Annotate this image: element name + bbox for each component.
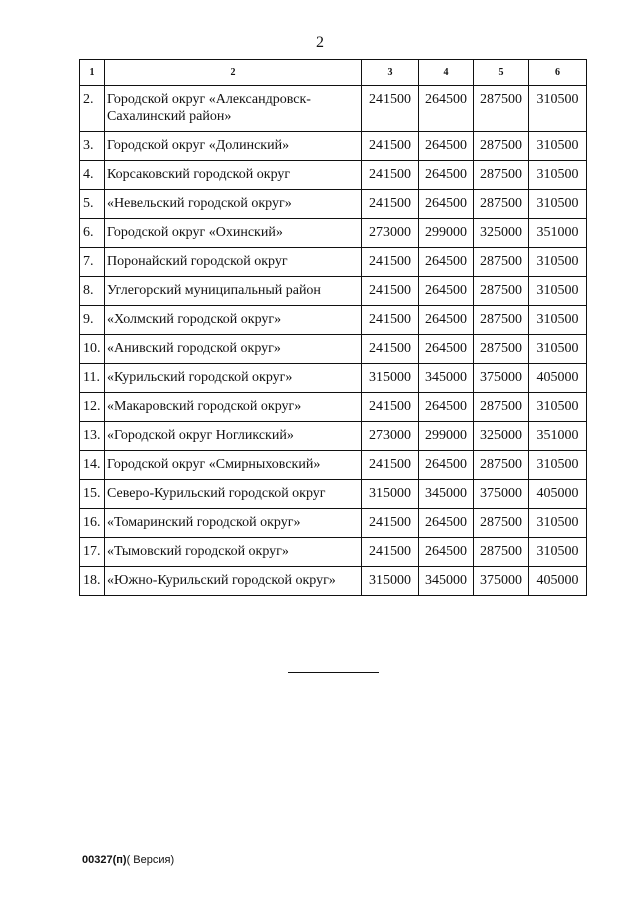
value-col-6: 310500 (529, 277, 587, 306)
value-col-3: 241500 (362, 451, 419, 480)
value-col-6: 310500 (529, 132, 587, 161)
value-col-5: 325000 (474, 219, 529, 248)
header-col-1: 1 (80, 60, 105, 86)
value-col-6: 310500 (529, 509, 587, 538)
district-name: «Курильский городской округ» (105, 364, 362, 393)
row-number: 7. (80, 248, 105, 277)
value-col-4: 345000 (419, 364, 474, 393)
value-col-4: 264500 (419, 393, 474, 422)
row-number: 9. (80, 306, 105, 335)
district-name: Поронайский городской округ (105, 248, 362, 277)
value-col-6: 351000 (529, 219, 587, 248)
value-col-5: 287500 (474, 86, 529, 132)
value-col-6: 310500 (529, 86, 587, 132)
value-col-4: 264500 (419, 306, 474, 335)
value-col-4: 264500 (419, 509, 474, 538)
table-row (80, 538, 587, 567)
district-name: «Анивский городской округ» (105, 335, 362, 364)
value-col-6: 310500 (529, 335, 587, 364)
district-name: Городской округ «Долинский» (105, 132, 362, 161)
value-col-4: 299000 (419, 219, 474, 248)
value-col-3: 241500 (362, 393, 419, 422)
value-col-3: 241500 (362, 132, 419, 161)
table-row (80, 335, 587, 364)
value-col-4: 264500 (419, 161, 474, 190)
district-name: Городской округ «Охинский» (105, 219, 362, 248)
table-row (80, 219, 587, 248)
value-col-5: 287500 (474, 538, 529, 567)
value-col-6: 310500 (529, 451, 587, 480)
header-col-2: 2 (105, 60, 362, 86)
table-row (80, 161, 587, 190)
table-row (80, 190, 587, 219)
table-row (80, 422, 587, 451)
table-row (80, 248, 587, 277)
value-col-4: 264500 (419, 248, 474, 277)
value-col-5: 287500 (474, 451, 529, 480)
row-number: 11. (80, 364, 105, 393)
row-number: 8. (80, 277, 105, 306)
value-col-4: 264500 (419, 190, 474, 219)
district-name: «Томаринский городской округ» (105, 509, 362, 538)
value-col-4: 264500 (419, 132, 474, 161)
page-number: 2 (316, 34, 324, 51)
row-number: 4. (80, 161, 105, 190)
value-col-5: 375000 (474, 567, 529, 596)
district-name: «Невельский городской округ» (105, 190, 362, 219)
district-name: Северо-Курильский городской округ (105, 480, 362, 509)
value-col-6: 405000 (529, 480, 587, 509)
row-number: 13. (80, 422, 105, 451)
value-col-3: 241500 (362, 335, 419, 364)
value-col-4: 299000 (419, 422, 474, 451)
row-number: 12. (80, 393, 105, 422)
row-number: 15. (80, 480, 105, 509)
header-col-3: 3 (362, 60, 419, 86)
value-col-5: 287500 (474, 393, 529, 422)
district-name: «Тымовский городской округ» (105, 538, 362, 567)
district-name: «Городской округ Ногликский» (105, 422, 362, 451)
value-col-6: 310500 (529, 538, 587, 567)
value-col-6: 310500 (529, 306, 587, 335)
row-number: 6. (80, 219, 105, 248)
value-col-5: 375000 (474, 364, 529, 393)
table-row (80, 509, 587, 538)
row-number: 3. (80, 132, 105, 161)
row-number: 2. (80, 86, 105, 132)
value-col-3: 315000 (362, 364, 419, 393)
value-col-5: 287500 (474, 161, 529, 190)
district-name: «Холмский городской округ» (105, 306, 362, 335)
header-col-6: 6 (529, 60, 587, 86)
value-col-5: 287500 (474, 132, 529, 161)
header-col-5: 5 (474, 60, 529, 86)
value-col-4: 345000 (419, 480, 474, 509)
value-col-4: 264500 (419, 335, 474, 364)
value-col-6: 351000 (529, 422, 587, 451)
value-col-3: 241500 (362, 86, 419, 132)
value-col-3: 241500 (362, 190, 419, 219)
row-number: 18. (80, 567, 105, 596)
value-col-4: 264500 (419, 86, 474, 132)
table-row (80, 451, 587, 480)
value-col-4: 264500 (419, 538, 474, 567)
value-col-3: 241500 (362, 248, 419, 277)
value-col-3: 241500 (362, 509, 419, 538)
value-col-5: 287500 (474, 248, 529, 277)
table-body (80, 86, 587, 596)
header-col-4: 4 (419, 60, 474, 86)
table-row (80, 306, 587, 335)
table-row (80, 277, 587, 306)
value-col-3: 273000 (362, 219, 419, 248)
value-col-5: 287500 (474, 190, 529, 219)
value-col-6: 310500 (529, 190, 587, 219)
data-table (79, 59, 587, 596)
table-row (80, 364, 587, 393)
document-version: ( Версия) (126, 854, 175, 866)
value-col-5: 287500 (474, 306, 529, 335)
value-col-5: 287500 (474, 509, 529, 538)
table-row (80, 86, 587, 132)
district-name: Углегорский муниципальный район (105, 277, 362, 306)
document-code: 00327(п) (82, 854, 127, 866)
value-col-5: 325000 (474, 422, 529, 451)
table-row (80, 567, 587, 596)
value-col-6: 310500 (529, 248, 587, 277)
value-col-5: 375000 (474, 480, 529, 509)
value-col-3: 241500 (362, 306, 419, 335)
value-col-3: 241500 (362, 538, 419, 567)
value-col-6: 405000 (529, 567, 587, 596)
table-row (80, 132, 587, 161)
value-col-5: 287500 (474, 277, 529, 306)
value-col-6: 310500 (529, 393, 587, 422)
value-col-4: 264500 (419, 277, 474, 306)
value-col-4: 345000 (419, 567, 474, 596)
value-col-3: 315000 (362, 480, 419, 509)
value-col-4: 264500 (419, 451, 474, 480)
table-row (80, 393, 587, 422)
row-number: 10. (80, 335, 105, 364)
row-number: 14. (80, 451, 105, 480)
table-header-row (80, 60, 587, 86)
value-col-3: 273000 (362, 422, 419, 451)
value-col-5: 287500 (474, 335, 529, 364)
district-name: Городской округ «Смирныховский» (105, 451, 362, 480)
value-col-3: 241500 (362, 277, 419, 306)
district-name: «Южно-Курильский городской округ» (105, 567, 362, 596)
table-row (80, 480, 587, 509)
value-col-6: 405000 (529, 364, 587, 393)
footer-code (82, 854, 174, 866)
row-number: 17. (80, 538, 105, 567)
value-col-3: 241500 (362, 161, 419, 190)
end-divider (288, 672, 379, 673)
value-col-3: 315000 (362, 567, 419, 596)
district-name: Корсаковский городской округ (105, 161, 362, 190)
value-col-6: 310500 (529, 161, 587, 190)
district-name: «Макаровский городской округ» (105, 393, 362, 422)
row-number: 5. (80, 190, 105, 219)
district-name: Городской округ «Александровск-Сахалинский район» (105, 86, 362, 132)
row-number: 16. (80, 509, 105, 538)
